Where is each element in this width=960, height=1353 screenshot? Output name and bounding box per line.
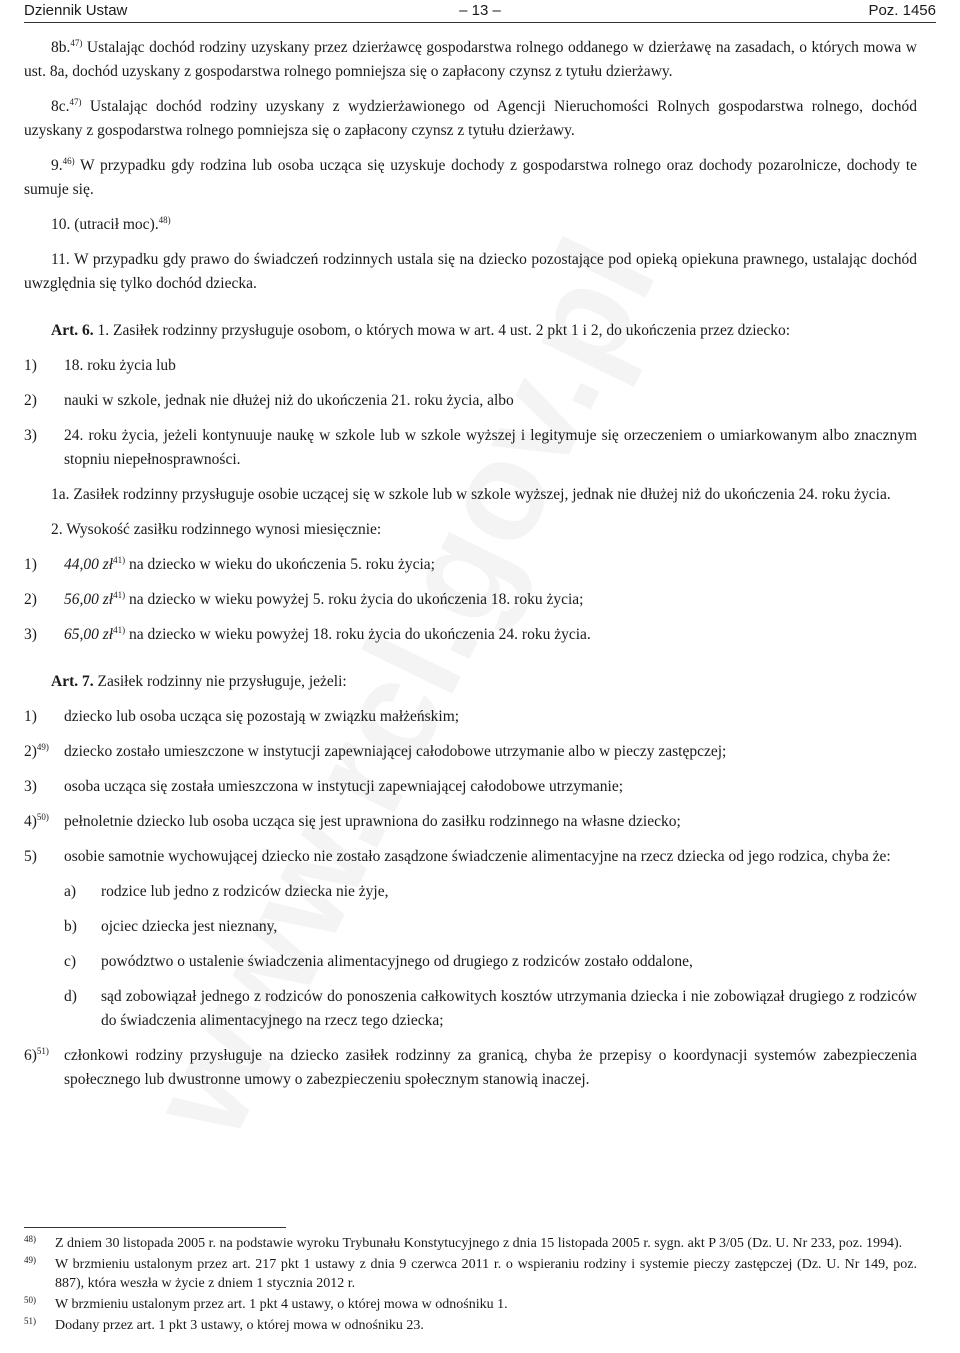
item-text: na dziecko w wieku do ukończenia 5. roku życia; [125,556,435,573]
page-header [24,0,936,23]
list-item [24,740,917,764]
item-text: na dziecko w wieku powyżej 18. roku życia do ukończenia 24. roku życia. [125,626,591,643]
item-label [24,1044,49,1068]
footnote-label: 50) [24,1295,36,1305]
item-label: 2) [24,591,37,608]
footnotes [24,1234,917,1337]
amount-item [24,623,917,647]
position-number: Poz. 1456 [868,2,936,19]
document-body [24,36,917,1103]
item-label: 1) [24,556,37,573]
sub-item-label: a) [64,883,77,900]
sub-item [24,985,917,1033]
paragraph-text: 2. Wysokość zasiłku rodzinnego wynosi miesięcznie: [51,521,382,538]
item-label [24,775,37,799]
footnote [24,1316,917,1335]
amount-item [24,553,917,577]
sub-item-text: rodzice lub jedno z rodziców dziecka nie żyje, [101,883,389,900]
footnote-text: W brzmieniu ustalonym przez art. 1 pkt 4 ustawy, o której mowa w odnośniku 1. [55,1297,508,1312]
item-label [24,845,37,869]
article-7-intro [24,670,917,694]
item-label [24,705,37,729]
item-text: osoba ucząca się została umieszczona w instytucji zapewniającej całodobowe utrzymanie; [64,778,624,795]
sub-item-label: b) [64,918,77,935]
paragraph-text: Ustalając dochód rodziny uzyskany przez dzierżawcę gospodarstwa rolnego oddanego w dzierżawę na zasadach, o których mowa w ust. 8a, dochód uzyskany z gospodarstwa rolnego pomniejsza się o zapłacony czynsz z tytułu dzierżawy. [24,39,917,80]
paragraph-text: 1a. Zasiłek rodzinny przysługuje osobie uczącej się w szkole lub w szkole wyższej, jednak nie dłużej niż do ukończenia 24. roku życia. [51,486,891,503]
paragraph-10 [24,213,917,237]
footnote-ref[interactable]: 51) [36,1046,49,1056]
item-text: 24. roku życia, jeżeli kontynuuje naukę w szkole lub w szkole wyższej i legitymuje się orzeczeniem o umiarkowanym albo znacznym stopniu niepełnosprawności. [64,427,917,468]
paragraph-label: 8b. [51,39,71,56]
footnote-ref[interactable]: 46) [62,156,75,166]
sub-item-label: d) [64,988,77,1005]
footnote [24,1234,917,1253]
item-label: 1) [24,357,37,374]
item-label: 3) [24,626,37,643]
paragraph-text: 11. W przypadku gdy prawo do świadczeń rodzinnych ustala się na dziecko pozostające pod opieką opiekuna prawnego, ustalając dochód uwzględnia się tylko dochód dziecka. [24,251,917,292]
paragraph-text: W przypadku gdy rodzina lub osoba ucząca się uzyskuje dochody z gospodarstwa rolnego oraz dochody pozarolnicze, dochody te sumuje się. [24,157,917,198]
journal-title: Dziennik Ustaw [24,2,128,19]
item-label-text: 4) [24,813,37,830]
sub-item-text: powództwo o ustalenie świadczenia alimentacyjnego od drugiego z rodziców zostało oddalone, [101,953,693,970]
footnote-ref[interactable]: 49) [36,742,49,752]
item-text: nauki w szkole, jednak nie dłużej niż do ukończenia 21. roku życia, albo [64,392,514,409]
list-item [24,705,917,729]
footnote-text: Z dniem 30 listopada 2005 r. na podstawie wyroku Trybunału Konstytucyjnego z dnia 15 listopada 2005 r. sygn. akt P 3/05 (Dz. U. Nr 233, poz. 1994). [55,1236,903,1251]
footnote-ref[interactable]: 47) [70,38,83,48]
paragraph-text: Ustalając dochód rodziny uzyskany z wydzierżawionego od Agencji Nieruchomości Rolnych gospodarstwa rolnego, dochód uzyskany z gospodarstwa rolnego pomniejsza się o zapłacony czynsz z tytułu dzierżawy. [24,98,917,139]
footnote-ref[interactable]: 47) [69,97,82,107]
item-label-text: 2) [24,743,37,760]
item-text: osobie samotnie wychowującej dziecko nie zostało zasądzone świadczenie alimentacyjne na rzecz dziecka od jego rodzica, chyba że: [64,848,891,865]
amount-value: 44,00 zł [64,556,114,573]
list-item [24,424,917,472]
item-label-text: 5) [24,848,37,865]
sub-item [24,880,917,904]
footnote-divider [24,1227,286,1228]
page-number: – 13 – [459,2,501,19]
footnote [24,1255,917,1293]
item-label [24,810,49,834]
list-item [24,810,917,834]
paragraph-9 [24,154,917,202]
item-text: pełnoletnie dziecko lub osoba ucząca się jest uprawniona do zasiłku rodzinnego na własne dziecko; [64,813,681,830]
footnote-ref[interactable]: 48) [158,215,171,225]
paragraph-label: 8c. [51,98,70,115]
article-6-intro [24,319,917,343]
paragraph-label: 9. [51,157,63,174]
list-item [24,845,917,869]
item-text: członkowi rodziny przysługuje na dziecko zasiłek rodzinny za granicą, chyba że przepisy o koordynacji systemów zabezpieczenia społecznego lub dwustronne umowy o zabezpieczeniu społecznym stanowią inaczej. [64,1047,917,1088]
item-text: dziecko zostało umieszczone w instytucji zapewniającej całodobowe utrzymanie albo w pieczy zastępczej; [64,743,727,760]
item-label: 2) [24,392,37,409]
item-label [24,740,49,764]
footnote-ref[interactable]: 41) [113,590,126,600]
amount-value: 56,00 zł [64,591,114,608]
item-text: dziecko lub osoba ucząca się pozostają w związku małżeńskim; [64,708,460,725]
amount-item [24,588,917,612]
footnote-text: Dodany przez art. 1 pkt 3 ustawy, o której mowa w odnośniku 23. [55,1318,424,1333]
footnote-text: W brzmieniu ustalonym przez art. 217 pkt 1 ustawy z dnia 9 czerwca 2011 r. o wspieraniu rodziny i systemie pieczy zastępczej (Dz. U. Nr 149, poz. 887), która weszła w życie z dniem 1 stycznia 2012 r. [55,1257,917,1291]
list-item [24,1044,917,1092]
sub-item-label: c) [64,953,77,970]
list-item [24,775,917,799]
paragraph-1a [24,483,917,507]
sub-item-text: sąd zobowiązał jednego z rodziców do ponoszenia całkowitych kosztów utrzymania dziecka i nie zobowiązał drugiego z rodziców do świadczenia alimentacyjnego na rzecz tego dziecka; [101,988,917,1029]
paragraph-8b [24,36,917,84]
footnote-ref[interactable]: 41) [113,555,126,565]
amount-value: 65,00 zł [64,626,114,643]
paragraph-2 [24,518,917,542]
footnote-label: 51) [24,1316,36,1326]
paragraph-8c [24,95,917,143]
item-text: na dziecko w wieku powyżej 5. roku życia do ukończenia 18. roku życia; [125,591,584,608]
sub-item [24,915,917,939]
article-heading: Art. 7. [51,673,94,690]
footnote-label: 48) [24,1234,36,1244]
footnote-ref[interactable]: 41) [113,625,126,635]
paragraph-11 [24,248,917,296]
sub-item [24,950,917,974]
list-item [24,354,917,378]
item-label-text: 6) [24,1047,37,1064]
article-intro-text: Zasiłek rodzinny nie przysługuje, jeżeli: [93,673,347,690]
article-intro-text: 1. Zasiłek rodzinny przysługuje osobom, o których mowa w art. 4 ust. 2 pkt 1 i 2, do ukończenia przez dziecko: [93,322,791,339]
article-heading: Art. 6. [51,322,94,339]
list-item [24,389,917,413]
item-label-text: 3) [24,778,37,795]
sub-item-text: ojciec dziecka jest nieznany, [101,918,278,935]
item-text: 18. roku życia lub [64,357,176,374]
footnote [24,1295,917,1314]
paragraph-text: 10. (utracił moc). [51,216,159,233]
footnote-ref[interactable]: 50) [36,812,49,822]
item-label-text: 1) [24,708,37,725]
footnote-label: 49) [24,1255,36,1265]
item-label: 3) [24,427,37,444]
